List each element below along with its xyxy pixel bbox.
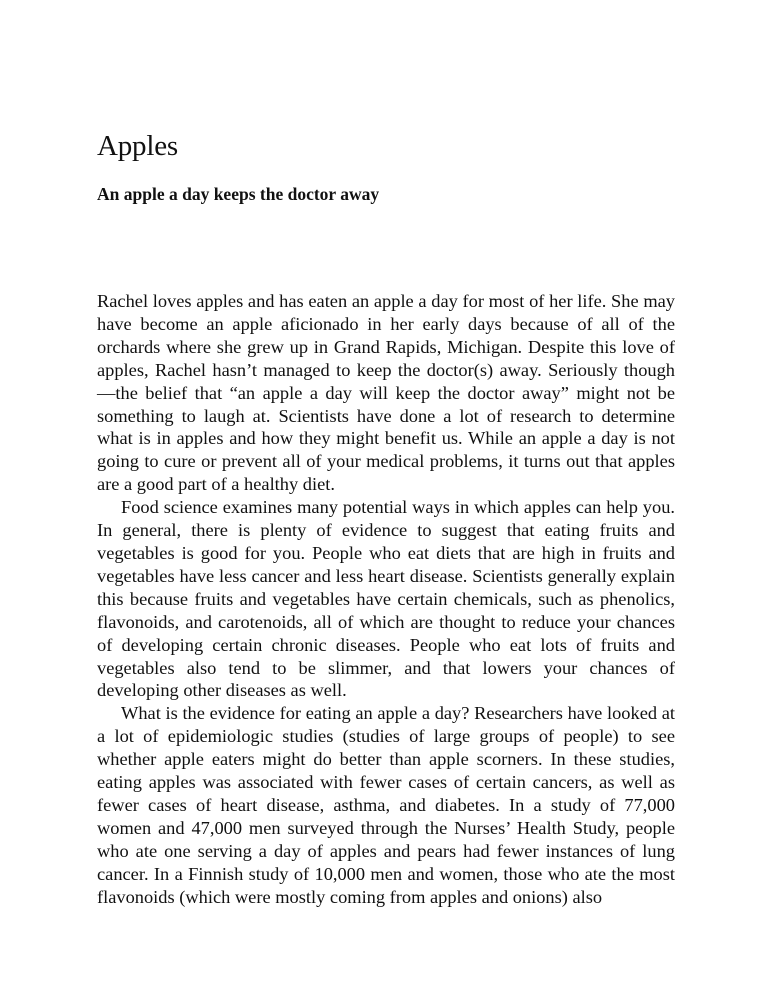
- chapter-title: Apples: [97, 130, 178, 162]
- chapter-subtitle: An apple a day keeps the doctor away: [97, 184, 380, 204]
- body-paragraph: Food science examines many potential ways in which apples can help you. In general, there is plenty of evidence to suggest that eating fruits and vegetables is good for you. People who eat diets that are high in fruits and vegetables have less cancer and less heart disease. Scientists generally explain this because fruits and vegetables have certain chemicals, such as phenolics, flavonoids, and carotenoids, all of which are thought to reduce your chances of developing certain chronic diseases. People who eat lots of fruits and vegetables also tend to be slimmer, and that lowers your chances of developing other diseases as well.: [97, 497, 675, 701]
- body-paragraph: What is the evidence for eating an apple a day? Researchers have looked at a lot of epidemiologic studies (studies of large groups of people) to see whether apple eaters might do better than apple scorners. In these studies, eating apples was associated with fewer cases of certain cancers, as well as fewer cases of heart disease, asthma, and diabetes. In a study of 77,000 women and 47,000 men surveyed through the Nurses’ Health Study, people who ate one serving a day of apples and pears had fewer instances of lung cancer. In a Finnish study of 10,000 men and women, those who ate the most flavonoids (which were mostly coming from apples and onions) also: [97, 703, 675, 907]
- body-text: [97, 290, 675, 908]
- body-paragraph: Rachel loves apples and has eaten an apple a day for most of her life. She may have become an apple aficionado in her early days because of all of the orchards where she grew up in Grand Rapids, Michigan. Despite this love of apples, Rachel hasn’t managed to keep the doctor(s) away. Seriously though—the belief that “an apple a day will keep the doctor away” might not be something to laugh at. Scientists have done a lot of research to determine what is in apples and how they might benefit us. While an apple a day is not going to cure or prevent all of your medical problems, it turns out that apples are a good part of a healthy diet.: [97, 291, 675, 495]
